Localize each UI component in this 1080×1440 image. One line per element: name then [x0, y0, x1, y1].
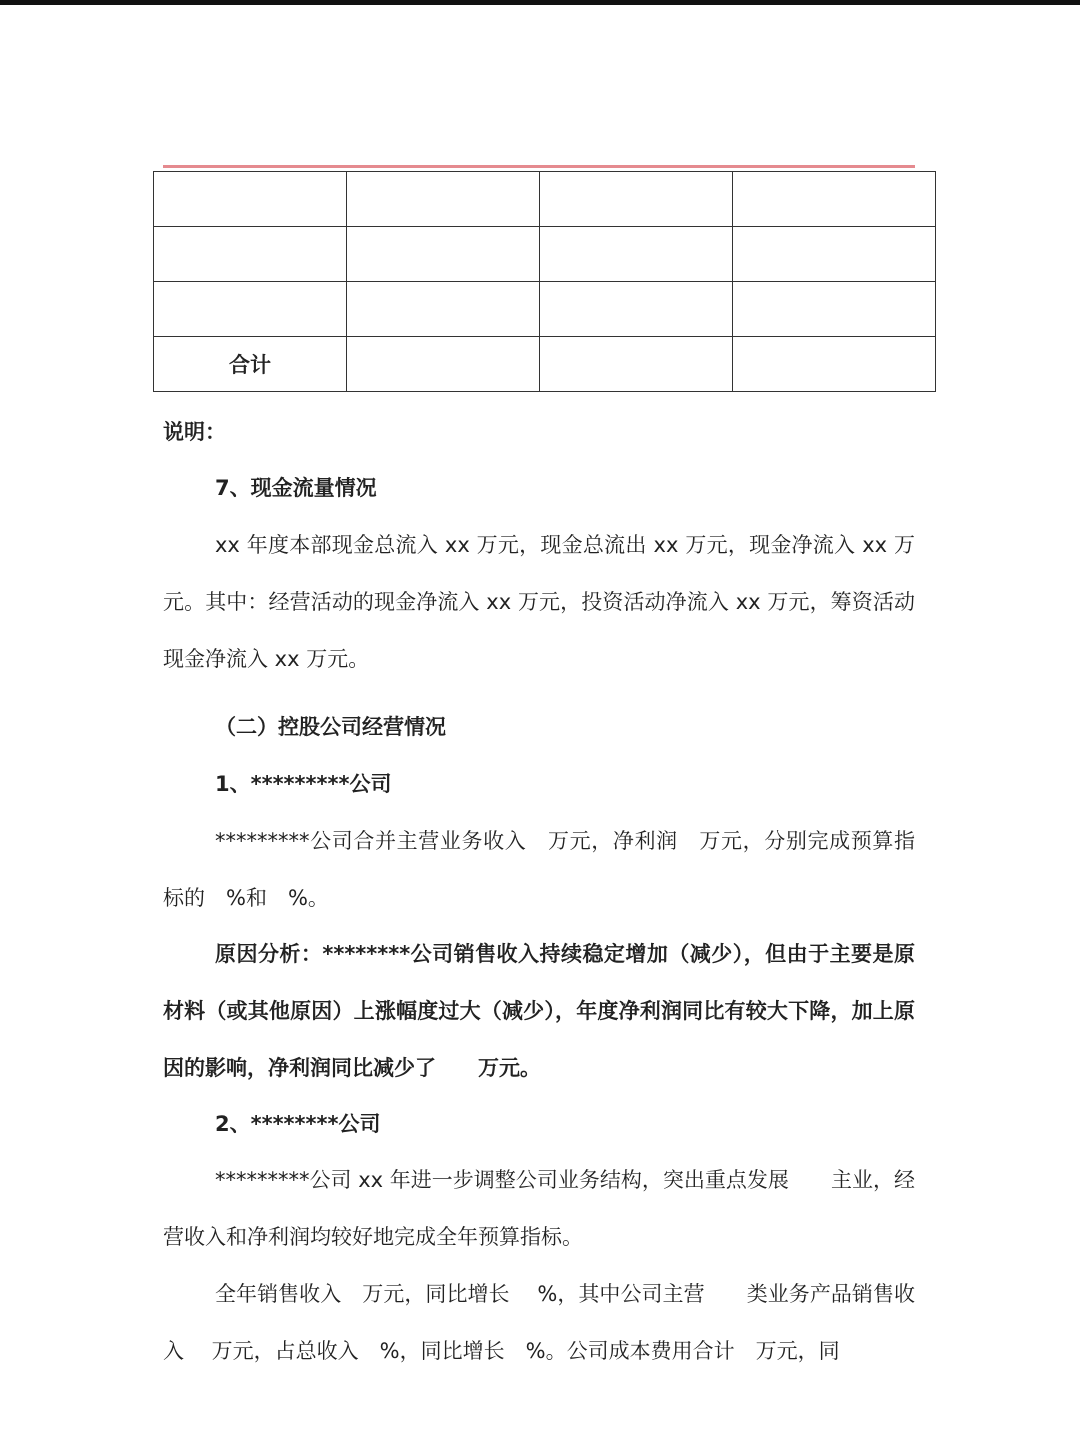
table-row-total — [154, 337, 936, 392]
section-7-paragraph: xx 年度本部现金总流入 xx 万元，现金总流出 xx 万元，现金净流入 xx 万元。其中：经营活动的现金净流入 xx 万元，投资活动净流入 xx 万元，筹资活动现金净流入 xx 万元。 — [163, 533, 915, 671]
section-7-heading: 7、现金流量情况 — [215, 476, 377, 500]
table-cell — [733, 227, 936, 282]
table-cell — [540, 282, 733, 337]
note-label: 说明： — [163, 420, 226, 444]
table-cell — [154, 172, 347, 227]
company-1-heading: 1、*********公司 — [215, 772, 392, 796]
company-2-paragraph-2: 全年销售收入 万元，同比增长 %，其中公司主营 类业务产品销售收入 万元，占总收入 %，同比增长 %。公司成本费用合计 万元，同 — [163, 1282, 915, 1363]
table-cell — [733, 282, 936, 337]
table-cell — [154, 282, 347, 337]
table-row — [154, 172, 936, 227]
table-cell — [540, 337, 733, 392]
table-cell — [733, 337, 936, 392]
table-cell — [154, 227, 347, 282]
summary-table — [153, 171, 936, 392]
table-cell — [347, 227, 540, 282]
table-cell — [733, 172, 936, 227]
top-bar — [0, 0, 1080, 5]
table-row — [154, 227, 936, 282]
table-cell — [540, 227, 733, 282]
table-row — [154, 282, 936, 337]
table-cell — [540, 172, 733, 227]
part-2-heading: （二）控股公司经营情况 — [215, 715, 446, 739]
company-2-heading: 2、********公司 — [215, 1112, 381, 1136]
table-cell — [347, 172, 540, 227]
table-cell — [347, 282, 540, 337]
company-2-paragraph-1: *********公司 xx 年进一步调整公司业务结构，突出重点发展 主业，经营收入和净利润均较好地完成全年预算指标。 — [163, 1168, 915, 1249]
company-1-analysis: 原因分析：********公司销售收入持续稳定增加（减少），但由于主要是原材料（或其他原因）上涨幅度过大（减少），年度净利润同比有较大下降，加上原因的影响，净利润同比减少了 万元。 — [163, 942, 915, 1080]
table-cell — [347, 337, 540, 392]
header-rule — [163, 165, 915, 168]
total-label-cell: 合计 — [154, 337, 347, 392]
company-1-paragraph: *********公司合并主营业务收入 万元，净利润 万元，分别完成预算指标的 %和 %。 — [163, 829, 915, 910]
